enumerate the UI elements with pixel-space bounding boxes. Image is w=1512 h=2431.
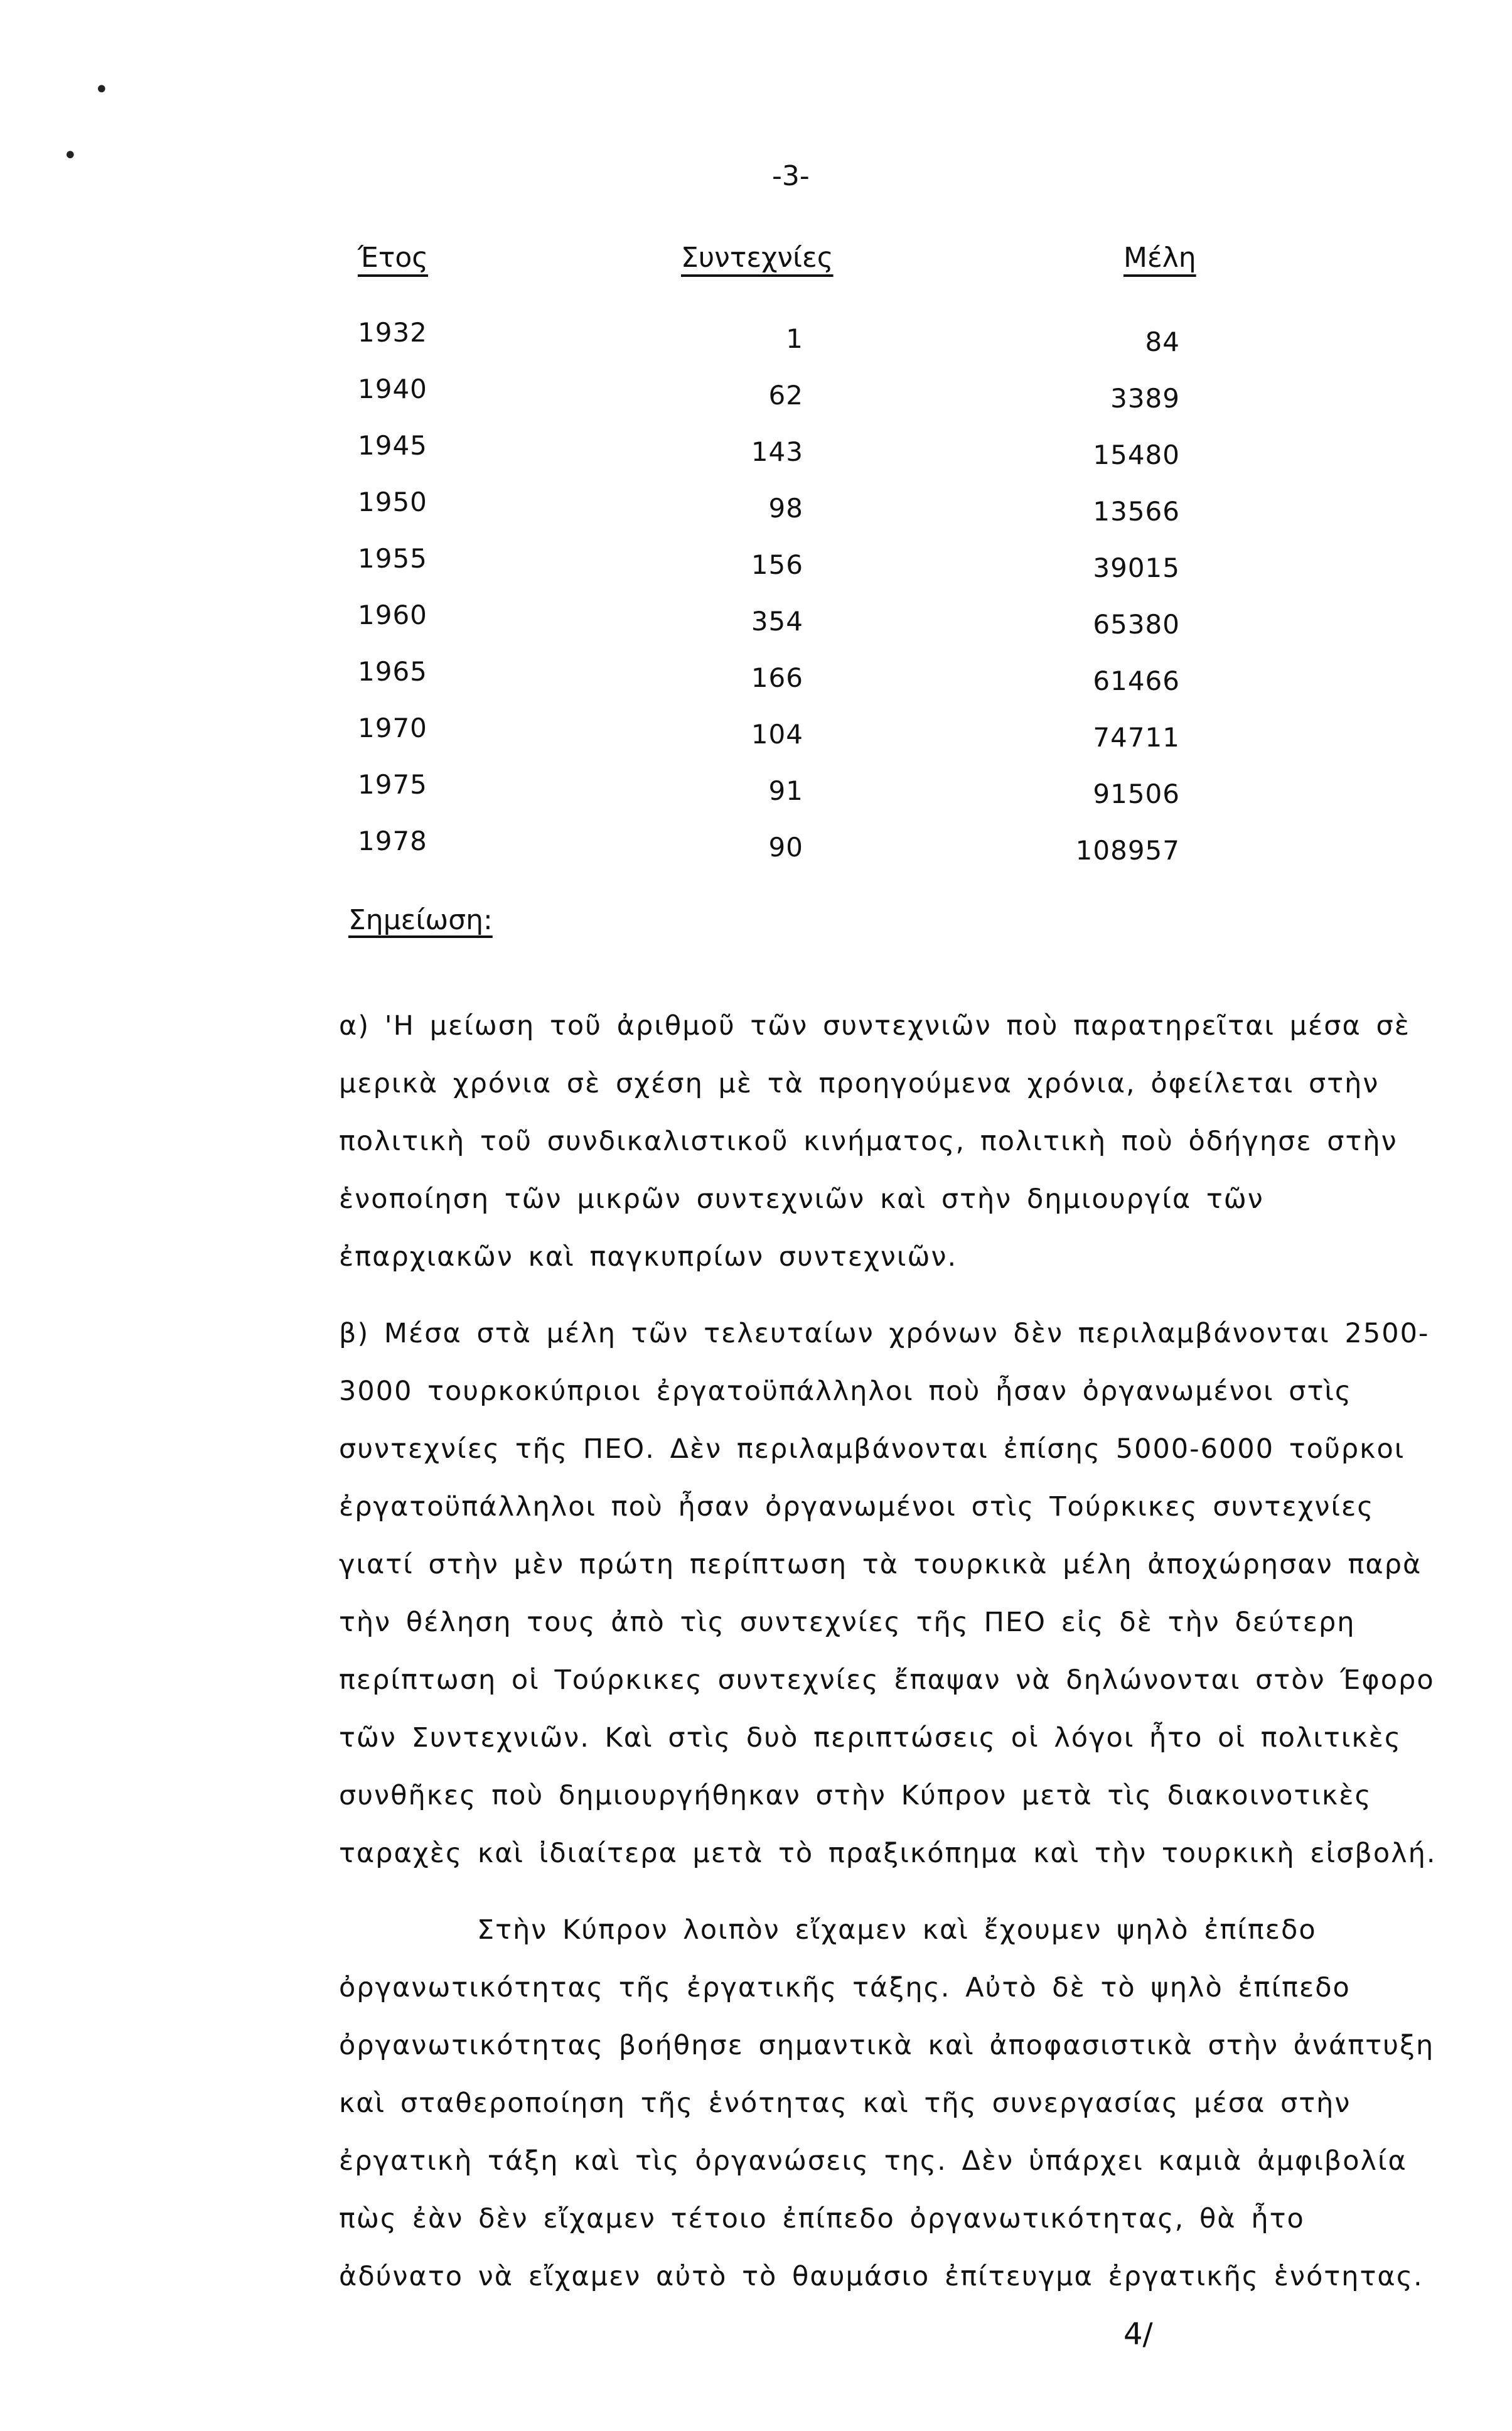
table-cell-unions: 143 (751, 436, 803, 467)
table-cell-unions: 62 (768, 380, 803, 411)
table-cell-members: 108957 (1075, 835, 1180, 866)
body-paragraph: Στὴν Κύπρον λοιπὸν εἴχαμεν καὶ ἔχουμεν ψηλὸ ἐπίπεδο ὀργανωτικότητας τῆς ἐργατικῆς τάξης. Αὐτὸ δὲ τὸ ψηλὸ ἐπίπεδο ὀργανωτικότητας βοήθησε σημαντικὰ καὶ ἀποφασιστικὰ στὴν ἀνάπτυξη καὶ σταθεροποίηση τῆς ἑνότητας καὶ τῆς συνεργασίας μέσα στὴν ἐργατικὴ τάξη καὶ τὶς ὀργανώσεις της. Δὲν ὑπάρχει καμιὰ ἀμφιβολία πὼς ἐὰν δὲν εἴχαμεν τέτοιο ἐπίπεδο ὀργανωτικότητας, θὰ ἦτο ἀδύνατο νὰ εἴχαμεν αὐτὸ τὸ θαυμάσιο ἐπίτευγμα ἐργατικῆς ἑνότητας. (339, 1914, 1435, 2292)
table-cell-unions: 91 (768, 775, 803, 806)
note-title: Σημείωση: (348, 904, 493, 936)
table-cell-year: 1978 (358, 826, 427, 856)
table-cell-year: 1955 (358, 543, 427, 574)
page-number: -3- (772, 160, 810, 192)
table-cell-unions: 98 (768, 493, 803, 524)
scan-mark: • (94, 75, 109, 104)
table-cell-year: 1975 (358, 769, 427, 800)
table-cell-year: 1940 (358, 374, 427, 404)
note-paragraph-b: β) Μέσα στὰ μέλη τῶν τελευταίων χρόνων δὲν περιλαμβάνονται 2500-3000 τουρκοκύπριοι ἐργατοϋπάλληλοι ποὺ ἦσαν ὀργανωμένοι στὶς συντεχνίες τῆς ΠΕΟ. Δὲν περιλαμβάνονται ἐπίσης 5000-6000 τοῦρκοι ἐργατοϋπάλληλοι ποὺ ἦσαν ὀργανωμένοι στὶς Τούρκικες συντεχνίες γιατί στὴν μὲν πρώτη περίπτωση τὰ τουρκικὰ μέλη ἀποχώρησαν παρὰ τὴν θέληση τους ἀπὸ τὶς συντεχνίες τῆς ΠΕΟ εἰς δὲ τὴν δεύτερη περίπτωση οἱ Τούρκικες συντεχνίες ἔπαψαν νὰ δηλώνονται στὸν Έφορο τῶν Συντεχνιῶν. Καὶ στὶς δυὸ περιπτώσεις οἱ λόγοι ἦτο οἱ πολιτικὲς συνθῆκες ποὺ δημιουργήθηκαν στὴν Κύπρον μετὰ τὶς διακοινοτικὲς ταραχὲς καὶ ἰδιαίτερα μετὰ τὸ πραξικόπημα καὶ τὴν τουρκικὴ εἰσβολή. (339, 1318, 1437, 1869)
continuation-marker: 4/ (1123, 2317, 1153, 2352)
header-unions: Συντεχνίες (681, 242, 834, 274)
table-cell-members: 3389 (1110, 383, 1180, 414)
table-cell-year: 1945 (358, 430, 427, 461)
table-cell-unions: 1 (786, 323, 803, 354)
table-cell-unions: 166 (751, 662, 803, 693)
table-cell-members: 15480 (1093, 439, 1180, 470)
table-cell-members: 13566 (1093, 496, 1180, 527)
table-cell-members: 74711 (1093, 722, 1180, 753)
header-year: Έτος (358, 242, 429, 274)
table-cell-year: 1965 (358, 656, 427, 687)
table-cell-year: 1950 (358, 487, 427, 517)
table-cell-unions: 90 (768, 832, 803, 863)
table-cell-year: 1970 (358, 713, 427, 743)
table-cell-year: 1960 (358, 600, 427, 630)
scan-mark: • (63, 141, 78, 170)
table-cell-members: 61466 (1093, 666, 1180, 696)
table-cell-members: 84 (1145, 326, 1180, 357)
table-cell-year: 1932 (358, 317, 427, 348)
table-cell-members: 65380 (1093, 609, 1180, 640)
header-members: Μέλη (1123, 242, 1196, 274)
table-cell-members: 91506 (1093, 779, 1180, 809)
table-cell-unions: 354 (751, 606, 803, 637)
table-cell-unions: 156 (751, 549, 803, 580)
note-paragraph-a: α) 'Η μείωση τοῦ ἀριθμοῦ τῶν συντεχνιῶν ποὺ παρατηρεῖται μέσα σὲ μερικὰ χρόνια σὲ σχέση μὲ τὰ προηγούμενα χρόνια, ὀφείλεται στὴν πολιτικὴ τοῦ συνδικαλιστικοῦ κινήματος, πολιτικὴ ποὺ ὁδήγησε στὴν ἑνοποίηση τῶν μικρῶν συντεχνιῶν καὶ στὴν δημιουργία τῶν ἐπαρχιακῶν καὶ παγκυπρίων συντεχνιῶν. (339, 1010, 1411, 1273)
table-cell-members: 39015 (1093, 552, 1180, 583)
table-cell-unions: 104 (751, 719, 803, 750)
